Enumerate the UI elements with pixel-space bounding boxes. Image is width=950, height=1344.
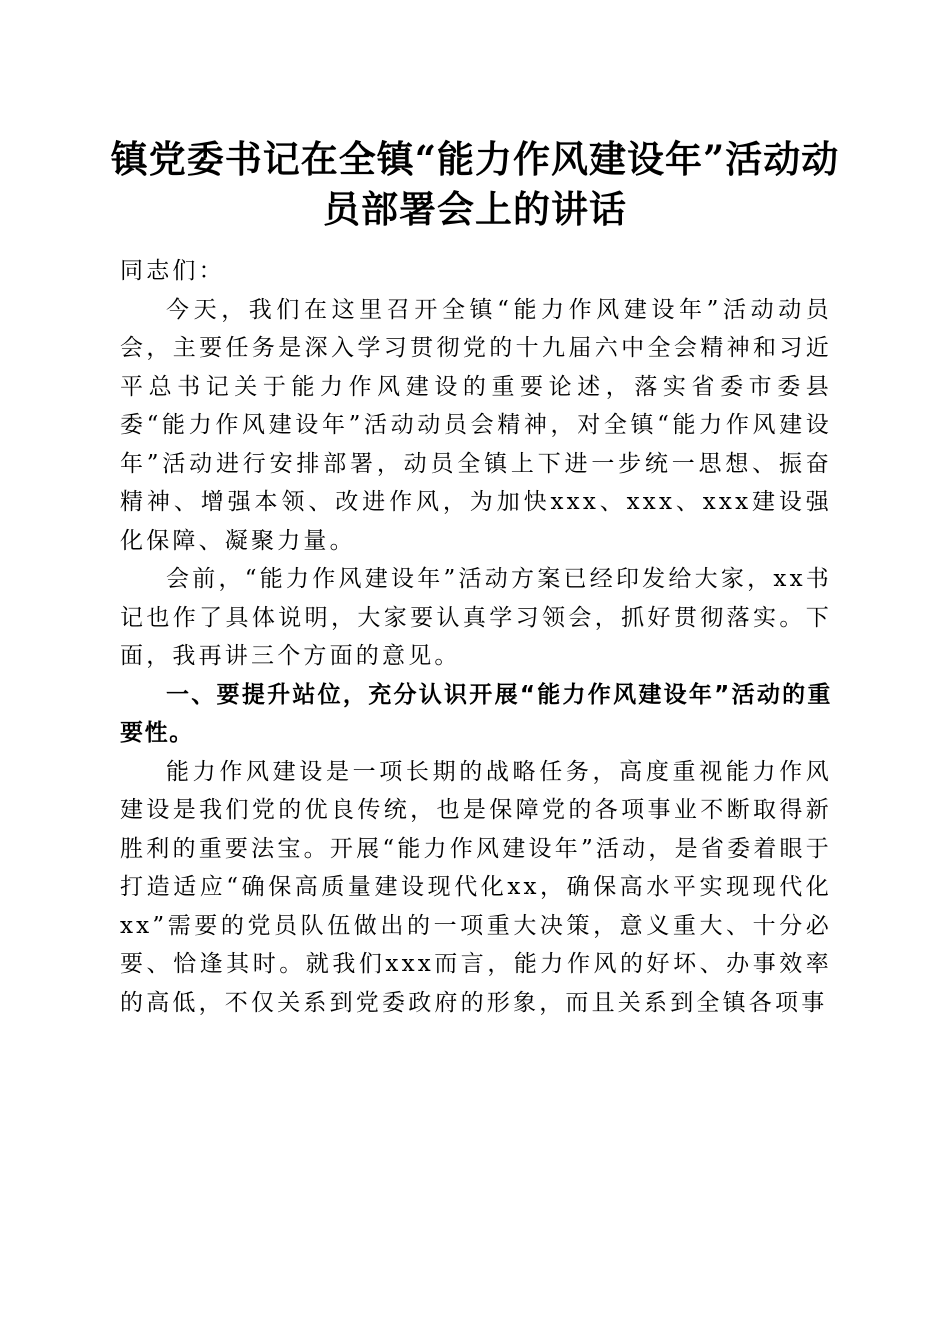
paragraph-opening: 今天，我们在这里召开全镇“能力作风建设年”活动动员会，主要任务是深入学习贯彻党的十九届六中全会精神和习近平总书记关于能力作风建设的重要论述，落实省委市委县委“能力作风建设年”活动动员会精神，对全镇“能力作风建设年”活动进行安排部署，动员全镇上下进一步统一思想、振奋精神、增强本领、改进作风，为加快xxx、xxx、xxx建设强化保障、凝聚力量。 xyxy=(120,296,832,554)
paragraph-preface: 会前，“能力作风建设年”活动方案已经印发给大家，xx书记也作了具体说明，大家要认真学习领会，抓好贯彻落实。下面，我再讲三个方面的意见。 xyxy=(120,566,832,669)
section-heading-1: 一、要提升站位，充分认识开展“能力作风建设年”活动的重要性。 xyxy=(120,681,832,746)
document-title xyxy=(110,134,840,234)
paragraph-section-1: 能力作风建设是一项长期的战略任务，高度重视能力作风建设是我们党的优良传统，也是保障党的各项事业不断取得新胜利的重要法宝。开展“能力作风建设年”活动，是省委着眼于打造适应“确保高质量建设现代化xx，确保高水平实现现代化xx”需要的党员队伍做出的一项重大决策，意义重大、十分必要、恰逢其时。就我们xxx而言，能力作风的好坏、办事效率的高低，不仅关系到党委政府的形象，而且关系到全镇各项事 xyxy=(120,758,832,1016)
document-body xyxy=(120,252,832,1022)
salutation: 同志们： xyxy=(120,258,225,284)
title-line-1: 镇党委书记在全镇“能力作风建设年”活动动 xyxy=(110,137,840,181)
title-line-2: 员部署会上的讲话 xyxy=(323,187,627,231)
